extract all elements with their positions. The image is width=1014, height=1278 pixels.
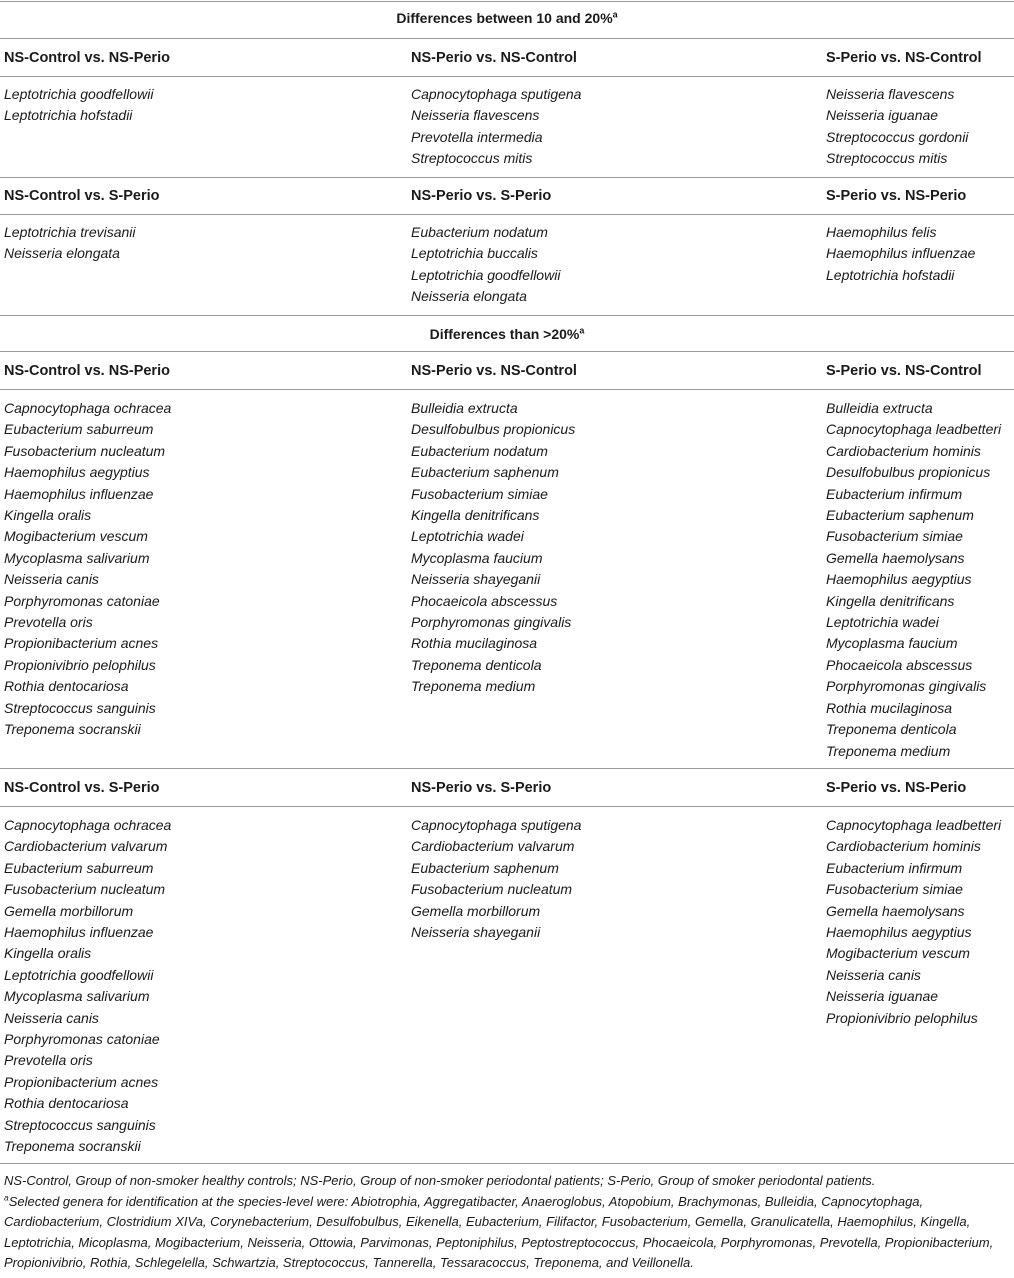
species-name: Treponema denticola	[411, 656, 542, 673]
species-name: Haemophilus aegyptius	[4, 464, 150, 481]
species-name: Neisseria flavescens	[826, 86, 955, 102]
species-name: Fusobacterium simiae	[826, 528, 963, 545]
column-header: NS-Perio vs. S-Perio	[411, 188, 552, 204]
species-name: Streptococcus mitis	[411, 150, 533, 167]
species-name: Mycoplasma salivarium	[4, 988, 150, 1005]
header-rule	[0, 389, 1014, 390]
species-name: Eubacterium saburreum	[4, 421, 154, 438]
species-name: Porphyromonas catoniae	[4, 592, 160, 609]
section-rule	[0, 315, 1014, 316]
species-name: Neisseria shayeganii	[411, 924, 541, 941]
species-list	[4, 84, 153, 127]
species-name: Kingella oralis	[4, 507, 92, 524]
column-header: S-Perio vs. NS-Control	[826, 363, 982, 379]
species-name: Bulleidia extructa	[411, 400, 518, 416]
species-list	[4, 815, 171, 1158]
species-list	[411, 398, 575, 698]
species-name: Rothia dentocariosa	[4, 1095, 129, 1112]
bottom-rule	[0, 1163, 1014, 1164]
top-rule	[0, 1, 1014, 2]
column-header: NS-Control vs. S-Perio	[4, 188, 160, 204]
species-name: Neisseria canis	[4, 571, 99, 588]
species-name: Haemophilus influenzae	[4, 924, 154, 941]
species-name: Eubacterium infirmum	[826, 485, 963, 502]
species-name: Neisseria elongata	[411, 288, 527, 305]
species-name: Neisseria canis	[826, 966, 921, 983]
column-header: NS-Perio vs. S-Perio	[411, 780, 552, 796]
column-header: NS-Control vs. S-Perio	[4, 780, 160, 796]
column-header: NS-Control vs. NS-Perio	[4, 50, 170, 66]
species-name: Propionivibrio pelophilus	[826, 1009, 978, 1026]
species-name: Haemophilus influenzae	[826, 245, 976, 262]
species-name: Leptotrichia hofstadii	[4, 107, 133, 124]
species-name: Neisseria iguanae	[826, 988, 939, 1005]
species-name: Leptotrichia goodfellowii	[4, 86, 154, 102]
species-name: Eubacterium saphenum	[411, 859, 559, 876]
species-name: Fusobacterium nucleatum	[4, 881, 166, 898]
species-name: Mycoplasma faucium	[826, 635, 958, 652]
species-name: Capnocytophaga ochracea	[4, 817, 172, 833]
species-name: Kingella oralis	[4, 945, 92, 962]
species-name: Capnocytophaga sputigena	[411, 86, 582, 102]
species-name: Fusobacterium simiae	[411, 485, 548, 502]
section-rule	[0, 351, 1014, 352]
species-name: Haemophilus aegyptius	[826, 924, 972, 941]
species-name: Leptotrichia wadei	[826, 614, 939, 631]
species-name: Gemella haemolysans	[826, 549, 965, 566]
species-name: Kingella denitrificans	[411, 507, 540, 524]
species-name: Streptococcus gordonii	[826, 128, 969, 145]
section-rule	[0, 38, 1014, 39]
species-list	[826, 815, 1001, 1029]
species-name: Leptotrichia wadei	[411, 528, 524, 545]
species-list	[4, 398, 171, 741]
species-name: Haemophilus influenzae	[4, 485, 154, 502]
species-name: Capnocytophaga leadbetteri	[826, 817, 1002, 833]
species-name: Eubacterium saphenum	[826, 507, 974, 524]
species-name: Haemophilus felis	[826, 224, 937, 240]
species-list	[4, 222, 136, 265]
species-name: Phocaeicola abscessus	[826, 656, 973, 673]
species-name: Rothia mucilaginosa	[826, 699, 953, 716]
species-name: Treponema medium	[826, 742, 951, 759]
header-rule	[0, 806, 1014, 807]
species-list	[411, 84, 581, 170]
column-header: NS-Perio vs. NS-Control	[411, 50, 577, 66]
species-name: Prevotella intermedia	[411, 128, 543, 145]
species-name: Bulleidia extructa	[826, 400, 933, 416]
block-rule	[0, 177, 1014, 178]
species-name: Neisseria iguanae	[826, 107, 939, 124]
species-name: Streptococcus sanguinis	[4, 699, 156, 716]
species-name: Cardiobacterium valvarum	[411, 838, 575, 855]
species-name: Treponema socranskii	[4, 721, 141, 738]
species-name: Cardiobacterium hominis	[826, 838, 981, 855]
species-name: Eubacterium infirmum	[826, 859, 963, 876]
species-name: Eubacterium saphenum	[411, 464, 559, 481]
column-header: S-Perio vs. NS-Control	[826, 50, 982, 66]
species-list	[826, 222, 975, 286]
section-title-over-20: Differences than >20%$^a$	[429, 325, 585, 342]
species-name: Capnocytophaga ochracea	[4, 400, 172, 416]
species-name: Treponema socranskii	[4, 1138, 141, 1155]
section-title-10-20: Differences between 10 and 20%$^a$	[396, 9, 618, 26]
species-name: Haemophilus aegyptius	[826, 571, 972, 588]
species-list	[411, 815, 581, 943]
species-name: Mycoplasma salivarium	[4, 549, 150, 566]
species-name: Streptococcus sanguinis	[4, 1116, 156, 1133]
species-name: Propionibacterium acnes	[4, 1073, 159, 1090]
species-name: Phocaeicola abscessus	[411, 592, 558, 609]
species-name: Leptotrichia buccalis	[411, 245, 538, 262]
species-name: Desulfobulbus propionicus	[411, 421, 576, 438]
header-rule	[0, 214, 1014, 215]
species-list	[826, 84, 968, 170]
species-name: Mogibacterium vescum	[4, 528, 148, 545]
species-name: Propionibacterium acnes	[4, 635, 159, 652]
species-name: Propionivibrio pelophilus	[4, 656, 156, 673]
species-name: Fusobacterium nucleatum	[411, 881, 573, 898]
species-name: Gemella morbillorum	[411, 902, 541, 919]
column-header: S-Perio vs. NS-Perio	[826, 188, 967, 204]
species-name: Prevotella oris	[4, 1052, 93, 1069]
species-name: Kingella denitrificans	[826, 592, 955, 609]
species-name: Rothia mucilaginosa	[411, 635, 538, 652]
block-rule	[0, 768, 1014, 769]
column-header: NS-Control vs. NS-Perio	[4, 363, 170, 379]
species-name: Cardiobacterium valvarum	[4, 838, 168, 855]
species-name: Mogibacterium vescum	[826, 945, 970, 962]
species-name: Neisseria canis	[4, 1009, 99, 1026]
species-name: Fusobacterium nucleatum	[4, 442, 166, 459]
species-list	[826, 398, 1001, 762]
footnote-abbreviations: NS-Control, Group of non-smoker healthy controls; NS-Perio, Group of non-smoker periodontal patients; S-Perio, Group of smoker periodontal patients.	[4, 1173, 876, 1188]
species-name: Fusobacterium simiae	[826, 881, 963, 898]
footnote-genera: $^a$Selected genera for identification at the species-level were: Abiotrophia, Aggregatibacter, Anaeroglobus, Atopobium, Brachymonas, Bulleidia, Capnocytophaga, Cardiobacterium, Clostridium XIVa, Corynebacterium, Desulfobulbus, Eikenella, Eubacterium, Filifactor, Fusobacterium, Gemella, Granulicatella, Haemophilus, Kingella, Leptotrichia, Micoplasma, Mogibacterium, Neisseria, Ottowia, Parvimonas, Peptoniphilus, Peptostreptococcus, Phocaeicola, Porphyromonas, Prevotella, Propionibacterium, Propionivibrio, Rothia, Schlegelella, Schwartzia, Streptococcus, Tannerella, Tessaracoccus, Treponema, and Veillonella.	[4, 1192, 994, 1270]
species-name: Neisseria elongata	[4, 245, 120, 262]
species-name: Leptotrichia hofstadii	[826, 266, 955, 283]
species-name: Porphyromonas catoniae	[4, 1031, 160, 1048]
species-name: Eubacterium nodatum	[411, 442, 548, 459]
species-name: Leptotrichia goodfellowii	[4, 966, 154, 983]
species-name: Treponema medium	[411, 678, 536, 695]
species-name: Capnocytophaga leadbetteri	[826, 421, 1002, 438]
species-name: Porphyromonas gingivalis	[411, 614, 572, 631]
species-list	[411, 222, 560, 308]
species-name: Neisseria flavescens	[411, 107, 540, 124]
species-name: Gemella morbillorum	[4, 902, 134, 919]
species-name: Cardiobacterium hominis	[826, 442, 981, 459]
species-name: Desulfobulbus propionicus	[826, 464, 991, 481]
species-name: Eubacterium saburreum	[4, 859, 154, 876]
species-name: Eubacterium nodatum	[411, 224, 548, 240]
column-header: S-Perio vs. NS-Perio	[826, 780, 967, 796]
species-name: Gemella haemolysans	[826, 902, 965, 919]
species-name: Porphyromonas gingivalis	[826, 678, 987, 695]
species-name: Leptotrichia goodfellowii	[411, 266, 561, 283]
species-name: Streptococcus mitis	[826, 150, 948, 167]
species-name: Treponema denticola	[826, 721, 957, 738]
header-rule	[0, 76, 1014, 77]
species-name: Neisseria shayeganii	[411, 571, 541, 588]
column-header: NS-Perio vs. NS-Control	[411, 363, 577, 379]
species-name: Leptotrichia trevisanii	[4, 224, 136, 240]
species-name: Prevotella oris	[4, 614, 93, 631]
species-name: Rothia dentocariosa	[4, 678, 129, 695]
species-name: Mycoplasma faucium	[411, 549, 543, 566]
species-name: Capnocytophaga sputigena	[411, 817, 582, 833]
